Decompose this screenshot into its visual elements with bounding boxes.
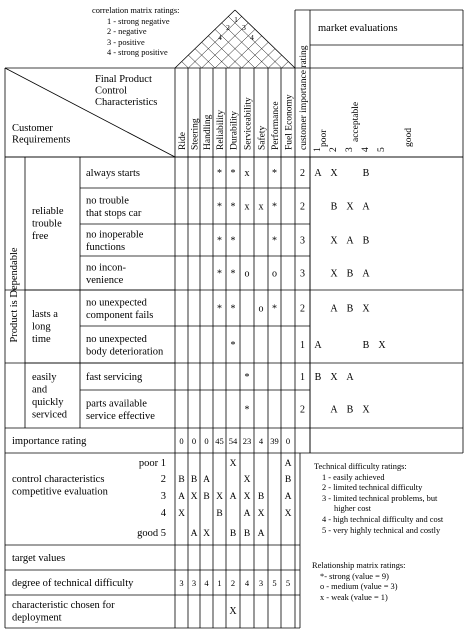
market-evaluation-mark: B (314, 372, 322, 383)
requirement-group-label: serviced (32, 409, 67, 421)
requirement-group-label: reliable (32, 206, 64, 217)
matrix-cells (178, 168, 386, 617)
relationship-mark: * (272, 235, 277, 247)
requirement-group-label: trouble (32, 218, 62, 230)
market-scale-label: good (404, 128, 414, 147)
importance-rating-value: 4 (258, 436, 264, 446)
roof-correlation-mark: 4 (218, 33, 222, 42)
technical-difficulty-value: 3 (258, 578, 264, 588)
importance-rating-value: 0 (285, 436, 291, 446)
roof-lattice-line (182, 62, 189, 68)
roof-correlation-mark: 2 (226, 23, 230, 32)
importance-rating-value: 0 (204, 436, 209, 446)
correlation-legend-item: 3 - positive (107, 37, 145, 47)
competitive-evaluation-mark: A (190, 529, 198, 539)
competitive-evaluation-mark: X (229, 459, 237, 469)
characteristic-label: Steering (190, 118, 201, 150)
requirement-group-label: lasts a (32, 309, 58, 320)
competitive-evaluation-mark: A (284, 492, 292, 502)
relationship-mark: x (258, 201, 264, 213)
correlation-legend (92, 6, 179, 59)
requirement-label: parts available (86, 398, 147, 410)
market-evaluation-mark: A (314, 168, 322, 179)
importance-value: 1 (300, 372, 305, 383)
requirements-header: Customer (12, 123, 53, 134)
importance-value: 2 (300, 404, 305, 416)
competitive-evaluation-mark: X (178, 509, 185, 519)
characteristic-label: Serviceability (243, 97, 254, 150)
deployment-label: deployment (12, 612, 62, 624)
competitive-level-label: 2 (160, 474, 166, 485)
deployment-label: characteristic chosen for (12, 600, 115, 611)
market-evaluation-mark: B (362, 340, 370, 351)
relationship-legend-item: *- strong (value = 9) (320, 571, 389, 581)
deployment-mark: X (229, 606, 237, 617)
relationship-mark: * (272, 201, 277, 213)
relationship-mark: * (230, 340, 236, 351)
requirement-label: no incon- (86, 262, 126, 274)
relationship-mark: * (217, 268, 222, 280)
relationship-mark: x (244, 168, 250, 179)
market-evaluation-mark: A (346, 372, 354, 383)
requirement-label: always starts (86, 168, 140, 179)
characteristics-header: Control (95, 85, 128, 97)
competitive-evaluation-mark: B (190, 475, 198, 485)
market-evaluation-mark: A (330, 404, 338, 416)
competitive-level-label: 4 (160, 508, 166, 519)
roof-correlation-mark: 3 (242, 23, 246, 32)
technical-difficulty-legend-item: 2 - limited technical difficulty (322, 483, 423, 493)
importance-value: 1 (300, 340, 305, 351)
relationship-mark: * (272, 303, 277, 315)
relationship-mark: * (217, 235, 222, 247)
competitive-evaluation-mark: A (257, 529, 265, 539)
category-label: Product is Dependable (9, 247, 20, 343)
technical-difficulty-value: 4 (204, 578, 209, 588)
market-evaluation-mark: A (362, 268, 370, 280)
market-evaluation-mark: X (378, 340, 386, 351)
relationship-mark: * (217, 168, 222, 179)
roof-correlation-mark: 4 (250, 33, 254, 42)
market-evaluation-mark: B (362, 235, 370, 247)
requirements-header: Requirements (12, 134, 71, 146)
competitive-evaluation-mark: X (243, 475, 251, 485)
technical-difficulty-legend-title: Technical difficulty ratings: (314, 462, 407, 471)
relationship-mark: * (230, 303, 236, 315)
requirement-group-label: and (32, 384, 48, 396)
roof-correlation-mark: 1 (234, 15, 238, 24)
technical-difficulty-legend-item: 5 - very highly technical and costly (322, 525, 441, 535)
competitive-evaluation-label: competitive evaluation (12, 486, 108, 498)
market-evaluations-header: market evaluations (318, 23, 398, 34)
technical-difficulty-legend-item: 4 - high technical difficulty and cost (322, 514, 444, 524)
correlation-roof (175, 10, 295, 68)
market-evaluation-mark: X (346, 201, 354, 213)
importance-rating-value: 45 (215, 436, 224, 446)
requirement-label: no trouble (86, 195, 129, 207)
competitive-evaluation-mark: X (284, 509, 292, 519)
relationship-legend-title: Relationship matrix ratings: (312, 561, 406, 570)
competitive-evaluation-mark: X (257, 509, 265, 519)
competitive-evaluation-label: control characteristics (12, 474, 105, 485)
relationship-mark: * (217, 303, 222, 315)
importance-value: 3 (300, 235, 305, 247)
correlation-legend-item: 4 - strong positive (107, 48, 168, 58)
importance-rating-value: 54 (228, 436, 238, 446)
relationship-legend-item: o - medium (value = 3) (320, 582, 398, 592)
competitive-evaluation-mark: A (178, 492, 185, 502)
market-evaluation-mark: X (330, 168, 338, 179)
characteristic-label: Performance (271, 101, 281, 150)
technical-difficulty-value: 5 (285, 578, 291, 588)
market-evaluation-mark: A (330, 303, 338, 315)
requirement-label: fast servicing (86, 372, 143, 383)
technical-difficulty-value: 4 (244, 578, 250, 588)
technical-difficulty-legend (314, 462, 443, 536)
requirement-group-label: time (32, 334, 51, 345)
competitive-evaluation-mark: B (178, 475, 185, 485)
roof-lattice-line (228, 36, 261, 68)
requirement-label: component fails (86, 309, 154, 321)
importance-column-header: customer importance rating (299, 45, 309, 150)
characteristic-label: Reliability (216, 109, 226, 150)
relationship-mark: o (244, 268, 250, 280)
importance-rating-label: importance rating (12, 436, 87, 447)
relationship-mark: o (258, 303, 264, 315)
competitive-evaluation-mark: B (284, 475, 292, 485)
importance-value: 2 (300, 303, 305, 315)
correlation-legend-title: correlation matrix ratings: (92, 6, 180, 15)
requirement-label: no unexpected (86, 297, 147, 309)
relationship-mark: * (230, 201, 236, 213)
relationship-legend (312, 561, 406, 603)
market-evaluation-mark: X (330, 268, 338, 280)
relationship-legend-item: x - weak (value = 1) (320, 592, 388, 602)
competitive-evaluation-mark: B (243, 529, 251, 539)
competitive-evaluation-mark: B (203, 492, 210, 502)
characteristic-label: Handling (203, 114, 213, 150)
roof-lattice-line (282, 62, 289, 68)
competitive-level-label: 3 (160, 491, 166, 502)
importance-value: 3 (300, 268, 305, 280)
market-evaluation-mark: X (330, 235, 338, 247)
requirement-label: that stops car (86, 207, 142, 219)
market-evaluation-mark: B (346, 404, 354, 416)
requirement-group-label: free (32, 231, 49, 242)
relationship-mark: * (230, 168, 236, 179)
market-number-label: 2 (329, 147, 339, 152)
technical-difficulty-label: degree of technical difficulty (12, 578, 134, 589)
requirement-label: venience (86, 274, 124, 286)
requirement-group-label: easily (32, 371, 57, 383)
requirement-label: no unexpected (86, 333, 147, 345)
market-evaluation-mark: B (346, 268, 354, 280)
importance-rating-value: 23 (242, 436, 252, 446)
relationship-mark: x (244, 201, 250, 213)
technical-difficulty-legend-item: 3 - limited technical problems, but (322, 493, 438, 503)
relationship-mark: * (272, 168, 277, 179)
importance-value: 2 (300, 168, 305, 179)
target-values-label: target values (12, 553, 66, 564)
relationship-mark: * (244, 372, 250, 383)
roof-edge (175, 10, 235, 68)
competitive-evaluation-mark: X (203, 529, 210, 539)
competitive-evaluation-mark: A (284, 459, 292, 469)
relationship-mark: * (230, 235, 236, 247)
requirement-label: no inoperable (86, 229, 144, 241)
market-scale-label: acceptable (351, 101, 361, 142)
characteristic-label: Safety (257, 125, 268, 150)
competitive-level-label: poor 1 (138, 458, 166, 469)
requirement-label: body deterioration (86, 346, 164, 358)
competitive-evaluation-mark: B (229, 529, 237, 539)
market-evaluation-mark: B (346, 303, 354, 315)
technical-difficulty-legend-item: higher cost (334, 504, 371, 514)
competitive-evaluation-mark: X (216, 492, 223, 502)
relationship-mark: * (244, 404, 250, 416)
technical-difficulty-value: 5 (272, 578, 277, 588)
competitive-evaluation-mark: B (216, 509, 223, 519)
technical-difficulty-legend-item: 1 - easily achieved (322, 472, 385, 482)
market-evaluation-mark: A (346, 235, 354, 247)
correlation-legend-item: 2 - negative (107, 27, 147, 37)
characteristics-header: Final Product (95, 74, 152, 85)
relationship-mark: * (217, 201, 222, 213)
technical-difficulty-value: 2 (230, 578, 236, 588)
market-evaluation-mark: A (314, 340, 322, 351)
competitive-evaluation-mark: A (229, 492, 237, 502)
characteristic-label: Ride (178, 132, 188, 150)
relationship-mark: * (230, 268, 236, 280)
importance-value: 2 (300, 201, 305, 213)
market-evaluation-mark: B (362, 168, 370, 179)
technical-difficulty-value: 3 (191, 578, 197, 588)
market-evaluation-mark: B (330, 201, 338, 213)
market-scale-label: poor (319, 129, 329, 147)
market-evaluation-mark: X (362, 404, 370, 416)
roof-lattice-line (208, 36, 241, 68)
market-number-label: 3 (345, 147, 355, 152)
correlation-legend-item: 1 - strong negative (107, 16, 170, 26)
requirement-label: functions (86, 241, 126, 253)
characteristics-header: Characteristics (95, 97, 158, 108)
requirement-group-label: long (32, 321, 51, 333)
competitive-evaluation-mark: A (243, 509, 251, 519)
market-number-label: 1 (313, 147, 323, 152)
competitive-evaluation-mark: B (257, 492, 265, 502)
characteristic-label: Fuel Economy (284, 94, 295, 150)
requirement-group-label: quickly (32, 396, 64, 408)
market-number-label: 5 (377, 147, 387, 152)
importance-rating-value: 0 (179, 436, 184, 446)
market-number-label: 4 (361, 147, 371, 152)
roof-edge (235, 10, 295, 68)
market-evaluation-mark: X (330, 372, 338, 383)
importance-rating-value: 39 (270, 436, 279, 446)
competitive-evaluation-mark: X (243, 492, 251, 502)
requirement-label: service effective (86, 410, 155, 422)
competitive-evaluation-mark: X (190, 492, 198, 502)
market-evaluation-mark: X (362, 303, 370, 315)
importance-rating-value: 0 (191, 436, 197, 446)
market-evaluation-mark: A (362, 201, 370, 213)
relationship-mark: o (272, 268, 277, 280)
competitive-level-label: good 5 (137, 528, 166, 539)
competitive-evaluation-mark: A (203, 475, 210, 485)
technical-difficulty-value: 3 (179, 578, 184, 588)
technical-difficulty-value: 1 (217, 578, 222, 588)
characteristic-label: Durability (229, 110, 240, 150)
